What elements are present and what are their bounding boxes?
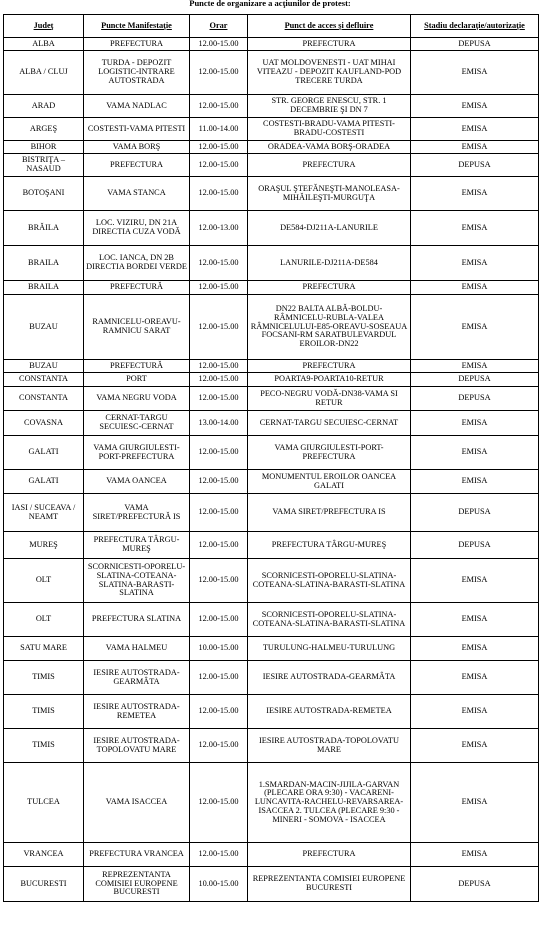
cell-judet: TIMIS — [4, 729, 84, 763]
cell-judet: BOTOŞANI — [4, 177, 84, 211]
cell-judet: COVASNA — [4, 411, 84, 436]
cell-puncte-manifestatie: VAMA STANCA — [84, 177, 190, 211]
cell-stadiu: EMISA — [411, 295, 539, 360]
table-row — [4, 246, 539, 281]
cell-punct-acces: DE584-DJ211A-LANURILE — [248, 211, 411, 246]
header-judet: Judeţ — [4, 15, 84, 38]
cell-puncte-manifestatie: IESIRE AUTOSTRADA-TOPOLOVATU MARE — [84, 729, 190, 763]
cell-puncte-manifestatie: VAMA ISACCEA — [84, 763, 190, 843]
cell-orar: 12.00-15.00 — [190, 281, 248, 295]
cell-puncte-manifestatie: PREFECTURA — [84, 154, 190, 177]
cell-puncte-manifestatie: PREFECTURA VRANCEA — [84, 843, 190, 867]
cell-judet: OLT — [4, 559, 84, 603]
cell-orar: 12.00-15.00 — [190, 141, 248, 154]
cell-stadiu: EMISA — [411, 360, 539, 373]
cell-judet: TIMIS — [4, 661, 84, 695]
cell-judet: SATU MARE — [4, 637, 84, 661]
cell-punct-acces: VAMA GIURGIULESTI-PORT-PREFECTURA — [248, 436, 411, 470]
cell-stadiu: EMISA — [411, 246, 539, 281]
cell-stadiu: EMISA — [411, 559, 539, 603]
cell-puncte-manifestatie: REPREZENTANTA COMISIEI EUROPENE BUCURESTI — [84, 867, 190, 902]
table-row — [4, 494, 539, 532]
header-orar: Orar — [190, 15, 248, 38]
cell-judet: TIMIS — [4, 695, 84, 729]
cell-orar: 12.00-15.00 — [190, 51, 248, 95]
cell-orar: 12.00-15.00 — [190, 532, 248, 559]
cell-judet: BIHOR — [4, 141, 84, 154]
cell-punct-acces: PREFECTURA TÂRGU-MUREŞ — [248, 532, 411, 559]
cell-judet: BUZAU — [4, 360, 84, 373]
cell-punct-acces: POARTA9-POARTA10-RETUR — [248, 373, 411, 387]
table-row — [4, 411, 539, 436]
cell-judet: ARAD — [4, 95, 84, 118]
cell-punct-acces: IESIRE AUTOSTRADA-GEARMÂTA — [248, 661, 411, 695]
table-header-row — [4, 15, 539, 38]
cell-puncte-manifestatie: PREFECTURA TÂRGU-MUREŞ — [84, 532, 190, 559]
cell-orar: 12.00-15.00 — [190, 387, 248, 411]
table-row — [4, 436, 539, 470]
table-row — [4, 360, 539, 373]
table-row — [4, 95, 539, 118]
table-row — [4, 154, 539, 177]
cell-orar: 12.00-15.00 — [190, 38, 248, 51]
cell-punct-acces: IESIRE AUTOSTRADA-TOPOLOVATU MARE — [248, 729, 411, 763]
cell-orar: 11.00-14.00 — [190, 118, 248, 141]
cell-orar: 12.00-15.00 — [190, 729, 248, 763]
cell-punct-acces: COSTESTI-BRADU-VAMA PITESTI-BRADU-COSTESTI — [248, 118, 411, 141]
cell-puncte-manifestatie: RAMNICELU-OREAVU-RAMNICU SARAT — [84, 295, 190, 360]
cell-punct-acces: ORAŞUL ŞTEFĂNEŞTI-MANOLEASA-MIHĂILEŞTI-MURGUŢA — [248, 177, 411, 211]
cell-punct-acces: PREFECTURA — [248, 154, 411, 177]
cell-punct-acces: ORADEA-VAMA BORŞ-ORADEA — [248, 141, 411, 154]
cell-orar: 10.00-15.00 — [190, 867, 248, 902]
cell-stadiu: EMISA — [411, 603, 539, 637]
cell-orar: 12.00-15.00 — [190, 154, 248, 177]
cell-judet: BUCURESTI — [4, 867, 84, 902]
cell-puncte-manifestatie: PREFECTURĂ — [84, 281, 190, 295]
cell-stadiu: EMISA — [411, 843, 539, 867]
cell-punct-acces: DN22 BALTA ALBĂ-BOLDU-RÂMNICELU-RUBLA-VALEA RÂMNICELULUI-E85-OREAVU-SOSEAUA FOCSANI-RM SARATBULEVARDUL EROILOR-DN22 — [248, 295, 411, 360]
cell-stadiu: DEPUSA — [411, 373, 539, 387]
table-row — [4, 387, 539, 411]
cell-orar: 10.00-15.00 — [190, 637, 248, 661]
cell-punct-acces: SCORNICESTI-OPORELU-SLATINA-COTEANA-SLATINA-BARASTI-SLATINA — [248, 559, 411, 603]
cell-puncte-manifestatie: LOC. IANCA, DN 2B DIRECTIA BORDEI VERDE — [84, 246, 190, 281]
table-row — [4, 532, 539, 559]
cell-puncte-manifestatie: VAMA GIURGIULESTI-PORT-PREFECTURA — [84, 436, 190, 470]
cell-stadiu: EMISA — [411, 436, 539, 470]
protest-locations-table — [3, 14, 539, 902]
cell-stadiu: EMISA — [411, 281, 539, 295]
table-row — [4, 661, 539, 695]
cell-orar: 12.00-15.00 — [190, 436, 248, 470]
cell-orar: 12.00-15.00 — [190, 763, 248, 843]
cell-punct-acces: REPREZENTANTA COMISIEI EUROPENE BUCURESTI — [248, 867, 411, 902]
cell-punct-acces: SCORNICESTI-OPORELU-SLATINA-COTEANA-SLATINA-BARASTI-SLATINA — [248, 603, 411, 637]
cell-judet: IASI / SUCEAVA / NEAMT — [4, 494, 84, 532]
cell-orar: 13.00-14.00 — [190, 411, 248, 436]
cell-puncte-manifestatie: VAMA OANCEA — [84, 470, 190, 494]
cell-stadiu: DEPUSA — [411, 38, 539, 51]
header-stadiu: Stadiu declaraţie/autorizaţie — [411, 15, 539, 38]
table-row — [4, 470, 539, 494]
cell-orar: 12.00-15.00 — [190, 494, 248, 532]
cell-stadiu: DEPUSA — [411, 154, 539, 177]
cell-puncte-manifestatie: SCORNICESTI-OPORELU-SLATINA-COTEANA-SLATINA-BARASTI-SLATINA — [84, 559, 190, 603]
cell-stadiu: EMISA — [411, 729, 539, 763]
cell-stadiu: EMISA — [411, 51, 539, 95]
cell-stadiu: EMISA — [411, 763, 539, 843]
cell-punct-acces: VAMA SIRET/PREFECTURA IS — [248, 494, 411, 532]
cell-orar: 12.00-15.00 — [190, 295, 248, 360]
cell-orar: 12.00-13.00 — [190, 211, 248, 246]
cell-orar: 12.00-15.00 — [190, 470, 248, 494]
cell-stadiu: EMISA — [411, 470, 539, 494]
cell-puncte-manifestatie: LOC. VIZIRU, DN 21A DIRECTIA CUZA VODĂ — [84, 211, 190, 246]
cell-judet: MUREŞ — [4, 532, 84, 559]
table-row — [4, 729, 539, 763]
cell-punct-acces: PREFECTURA — [248, 281, 411, 295]
cell-judet: ALBA — [4, 38, 84, 51]
cell-stadiu: EMISA — [411, 177, 539, 211]
cell-orar: 12.00-15.00 — [190, 246, 248, 281]
table-row — [4, 559, 539, 603]
table-row — [4, 118, 539, 141]
cell-orar: 12.00-15.00 — [190, 559, 248, 603]
cell-stadiu: EMISA — [411, 95, 539, 118]
cell-puncte-manifestatie: COSTESTI-VAMA PITESTI — [84, 118, 190, 141]
cell-punct-acces: PREFECTURA — [248, 843, 411, 867]
cell-orar: 12.00-15.00 — [190, 695, 248, 729]
cell-stadiu: EMISA — [411, 637, 539, 661]
cell-punct-acces: UAT MOLDOVENESTI - UAT MIHAI VITEAZU - DEPOZIT KAUFLAND-POD TRECERE TURDA — [248, 51, 411, 95]
cell-punct-acces: LANURILE-DJ211A-DE584 — [248, 246, 411, 281]
cell-judet: OLT — [4, 603, 84, 637]
table-row — [4, 177, 539, 211]
table-row — [4, 281, 539, 295]
cell-punct-acces: PREFECTURA — [248, 38, 411, 51]
table-row — [4, 763, 539, 843]
cell-judet: ALBA / CLUJ — [4, 51, 84, 95]
table-row — [4, 695, 539, 729]
cell-orar: 12.00-15.00 — [190, 373, 248, 387]
table-row — [4, 603, 539, 637]
cell-judet: BUZAU — [4, 295, 84, 360]
table-row — [4, 373, 539, 387]
cell-orar: 12.00-15.00 — [190, 360, 248, 373]
cell-punct-acces: STR. GEORGE ENESCU, STR. 1 DECEMBRIE ŞI DN 7 — [248, 95, 411, 118]
cell-puncte-manifestatie: PORT — [84, 373, 190, 387]
cell-stadiu: EMISA — [411, 411, 539, 436]
cell-puncte-manifestatie: VAMA SIRET/PREFECTURĂ IS — [84, 494, 190, 532]
cell-punct-acces: PREFECTURA — [248, 360, 411, 373]
cell-stadiu: EMISA — [411, 118, 539, 141]
cell-orar: 12.00-15.00 — [190, 661, 248, 695]
cell-stadiu: EMISA — [411, 141, 539, 154]
cell-punct-acces: MONUMENTUL EROILOR OANCEA GALATI — [248, 470, 411, 494]
cell-punct-acces: 1.SMARDAN-MACIN-JIJILA-GARVAN (PLECARE ORA 9:30) - VACARENI-LUNCAVITA-RACHELU-REVARSAREA-ISACCEA 2. TULCEA (PLECARE 9:30 - MINERI - SOMOVA - ISACCEA — [248, 763, 411, 843]
table-row — [4, 141, 539, 154]
table-row — [4, 51, 539, 95]
header-punct-acces: Punct de acces şi defluire — [248, 15, 411, 38]
cell-stadiu: EMISA — [411, 661, 539, 695]
cell-stadiu: EMISA — [411, 211, 539, 246]
cell-punct-acces: PECO-NEGRU VODĂ-DN38-VAMA SI RETUR — [248, 387, 411, 411]
cell-stadiu: DEPUSA — [411, 867, 539, 902]
document-title: Puncte de organizare a acţiunilor de protest: — [189, 0, 351, 8]
cell-orar: 12.00-15.00 — [190, 177, 248, 211]
header-puncte-manifestatie: Puncte Manifestaţie — [84, 15, 190, 38]
cell-puncte-manifestatie: PREFECTURĂ — [84, 360, 190, 373]
cell-punct-acces: TURULUNG-HALMEU-TURULUNG — [248, 637, 411, 661]
cell-judet: CONSTANTA — [4, 387, 84, 411]
cell-puncte-manifestatie: VAMA NADLAC — [84, 95, 190, 118]
cell-puncte-manifestatie: VAMA BORŞ — [84, 141, 190, 154]
cell-orar: 12.00-15.00 — [190, 95, 248, 118]
cell-puncte-manifestatie: IESIRE AUTOSTRADA-GEARMÂTA — [84, 661, 190, 695]
cell-stadiu: DEPUSA — [411, 387, 539, 411]
cell-puncte-manifestatie: IESIRE AUTOSTRADA-REMETEA — [84, 695, 190, 729]
cell-puncte-manifestatie: PREFECTURA — [84, 38, 190, 51]
cell-judet: BRAILA — [4, 246, 84, 281]
cell-stadiu: EMISA — [411, 695, 539, 729]
table-row — [4, 211, 539, 246]
cell-judet: GALATI — [4, 436, 84, 470]
cell-judet: BRĂILA — [4, 211, 84, 246]
cell-orar: 12.00-15.00 — [190, 603, 248, 637]
cell-judet: VRANCEA — [4, 843, 84, 867]
cell-judet: GALATI — [4, 470, 84, 494]
cell-punct-acces: IESIRE AUTOSTRADA-REMETEA — [248, 695, 411, 729]
cell-puncte-manifestatie: CERNAT-TARGU SECUIESC-CERNAT — [84, 411, 190, 436]
table-row — [4, 843, 539, 867]
cell-puncte-manifestatie: PREFECTURA SLATINA — [84, 603, 190, 637]
table-row — [4, 38, 539, 51]
cell-judet: BRAILA — [4, 281, 84, 295]
cell-judet: ARGEŞ — [4, 118, 84, 141]
cell-puncte-manifestatie: TURDA - DEPOZIT LOGISTIC-INTRARE AUTOSTRADA — [84, 51, 190, 95]
table-row — [4, 295, 539, 360]
cell-judet: TULCEA — [4, 763, 84, 843]
cell-judet: CONSTANTA — [4, 373, 84, 387]
cell-judet: BISTRIŢA – NASAUD — [4, 154, 84, 177]
cell-stadiu: DEPUSA — [411, 494, 539, 532]
cell-punct-acces: CERNAT-TARGU SECUIESC-CERNAT — [248, 411, 411, 436]
table-row — [4, 637, 539, 661]
cell-orar: 12.00-15.00 — [190, 843, 248, 867]
cell-stadiu: DEPUSA — [411, 532, 539, 559]
cell-puncte-manifestatie: VAMA HALMEU — [84, 637, 190, 661]
cell-puncte-manifestatie: VAMA NEGRU VODA — [84, 387, 190, 411]
table-row — [4, 867, 539, 902]
